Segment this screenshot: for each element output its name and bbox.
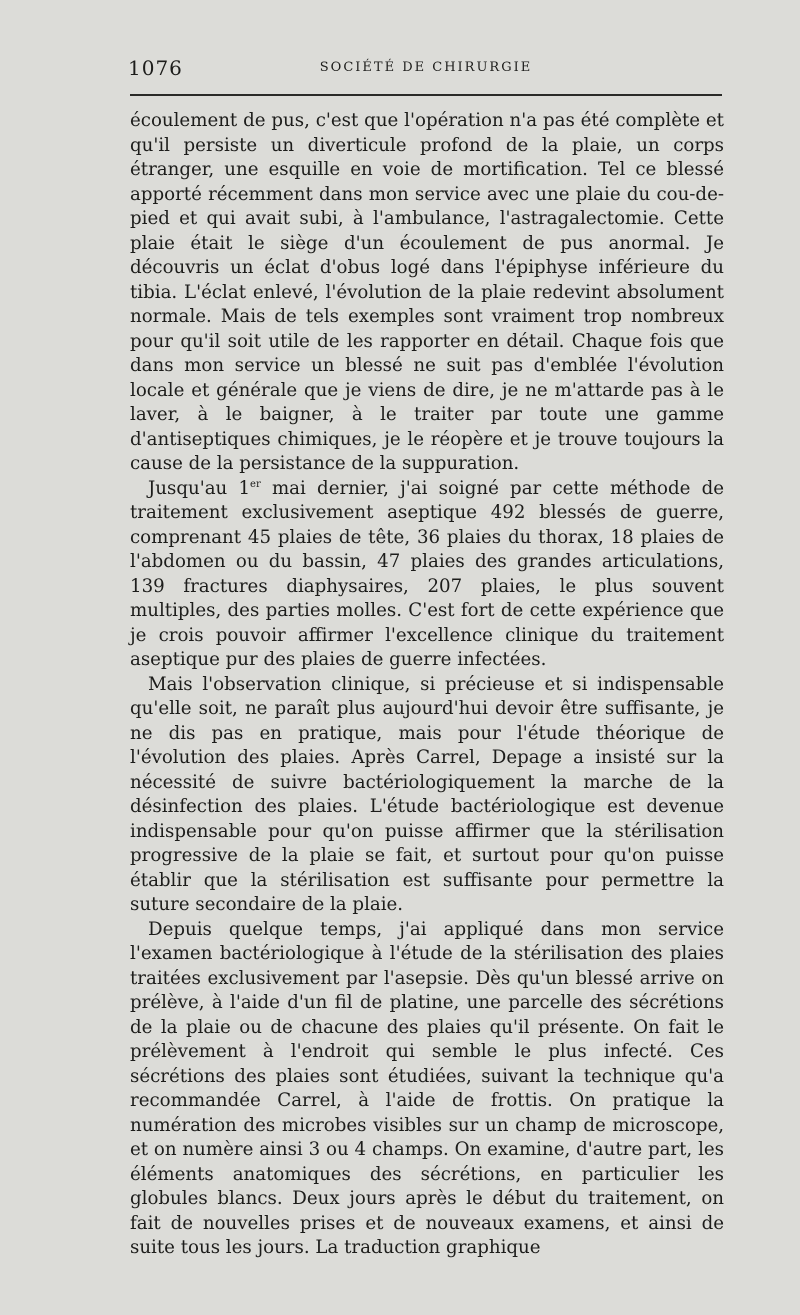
paragraph [130,918,724,1261]
body-text [130,109,724,1261]
paragraph-lead: Jusqu'au 1 [148,477,251,499]
paragraph-text: mai dernier, j'ai soigné par cette méthode de traitement exclusivement aseptique 492 blessés de guerre, comprenant 45 plaies de tête, 36 plaies du thorax, 18 plaies de l'abdomen ou du bassin, 47 plaies des grandes articulations, 139 fractures diaphysaires, 207 plaies, le plus souvent multiples, des parties molles. C'est fort de cette expérience que je crois pouvoir affirmer l'excellence clinique du traitement aseptique pur des plaies de guerre infectées. [130,477,724,670]
paragraph-text: Depuis quelque temps, j'ai appliqué dans mon service l'examen bactériologique à l'étude de la stérilisation des plaies traitées exclusivement par l'asepsie. Dès qu'un blessé arrive on prélève, à l'aide d'un fil de platine, une parcelle des sécrétions de la plaie ou de chacune des plaies qu'il présente. On fait le prélèvement à l'endroit qui semble le plus infecté. Ces sécrétions des plaies sont étudiées, suivant la technique qu'a recommandée Carrel, à l'aide de frottis. On pratique la numération des microbes visibles sur un champ de microscope, et on numère ainsi 3 ou 4 champs. On examine, d'autre part, les éléments anatomiques des sécrétions, en particulier les globules blancs. Deux jours après le début du traitement, on fait de nouvelles prises et de nouveaux examens, et ainsi de suite tous les jours. La traduction graphique [130,918,724,1258]
paragraph [130,109,724,477]
paragraph [130,477,724,673]
header-rule [130,94,722,96]
paragraph [130,673,724,918]
paragraph-text: écoulement de pus, c'est que l'opération n'a pas été complète et qu'il persiste un diverticule profond de la plaie, un corps étranger, une esquille en voie de mortification. Tel ce blessé apporté récemment dans mon service avec une plaie du cou-de-pied et qui avait subi, à l'ambulance, l'astragalectomie. Cette plaie était le siège d'un écoulement de pus anormal. Je découvris un éclat d'obus logé dans l'épiphyse inférieure du tibia. L'éclat enlevé, l'évolution de la plaie redevint absolument normale. Mais de tels exemples sont vraiment trop nombreux pour qu'il soit utile de les rapporter en détail. Chaque fois que dans mon service un blessé ne suit pas d'emblée l'évolution locale et générale que je viens de dire, je ne m'attarde pas à le laver, à le baigner, à le traiter par toute une gamme d'antiseptiques chimiques, je le réopère et je trouve toujours la cause de la persistance de la suppuration. [130,110,724,474]
ordinal-superscript: er [250,478,261,490]
paragraph-text: Mais l'observation clinique, si précieuse et si indispensable qu'elle soit, ne paraît plus aujourd'hui devoir être suffisante, je ne dis pas en pratique, mais pour l'étude théorique de l'évolution des plaies. Après Carrel, Depage a insisté sur la nécessité de suivre bactériologiquement la marche de la désinfection des plaies. L'étude bactériologique est devenue indispensable pour qu'on puisse affirmer que la stérilisation progressive de la plaie se fait, et surtout pour qu'on puisse établir que la stérilisation est suffisante pour permettre la suture secondaire de la plaie. [130,673,724,915]
running-head: SOCIÉTÉ DE CHIRURGIE [319,60,533,75]
page-number: 1076 [128,56,183,80]
page-header [128,56,724,80]
